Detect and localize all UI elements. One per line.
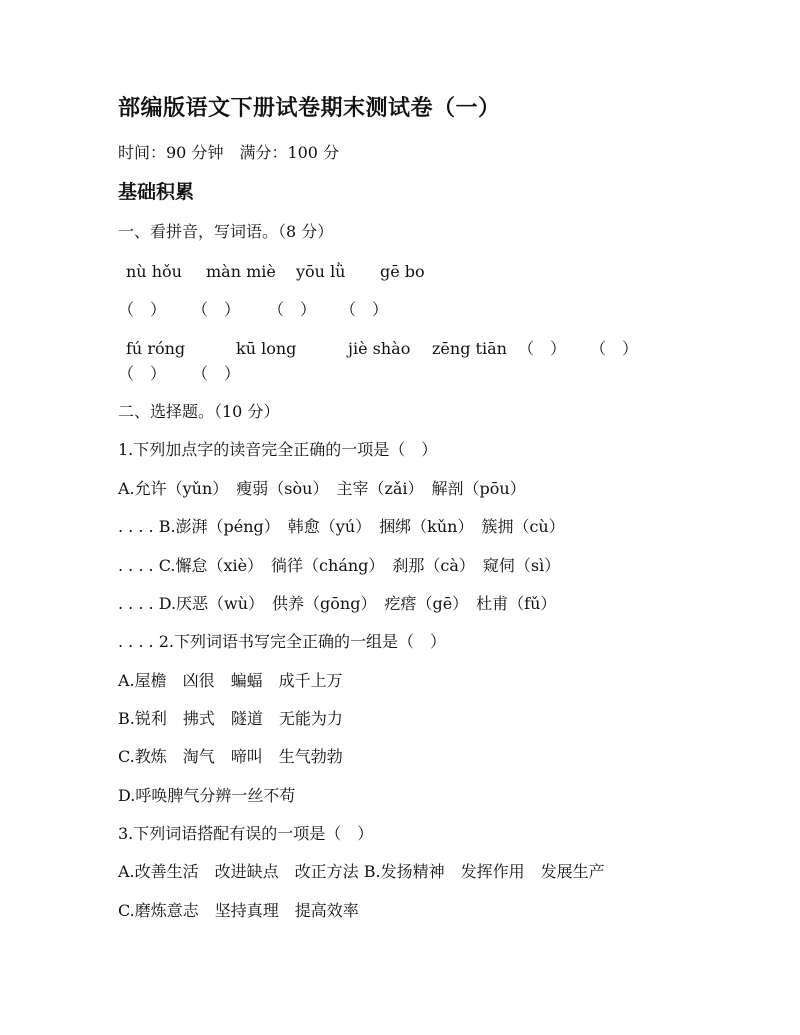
answer-blank[interactable]: （ ） [118,364,167,383]
pinyin-item: zēng tiān [432,339,507,358]
exam-meta: 时间：90 分钟 满分：100 分 [118,143,340,162]
question-2-heading: 二、选择题。（10 分） [118,402,280,421]
pinyin-item: nù hǒu [126,262,182,281]
option-line: . . . . C.懈怠（xiè） 徜徉（cháng） 刹那（cà） 窥伺（sì） [118,556,561,575]
option-line: A.屋檐 凶很 蝙蝠 成千上万 [118,671,343,690]
pinyin-item: gē bo [380,262,425,281]
question-item: . . . . 2.下列词语书写完全正确的一组是（ ） [118,632,446,651]
exam-title: 部编版语文下册试卷期末测试卷（一） [118,95,501,121]
pinyin-item: yōu lǜ [296,262,346,281]
question-item: 3.下列词语搭配有误的一项是（ ） [118,824,374,843]
answer-blank[interactable]: （ ） [192,364,241,383]
option-line: B.锐利 拂式 隧道 无能为力 [118,709,343,728]
option-line: C.磨炼意志 坚持真理 提高效率 [118,901,359,920]
answer-blank[interactable]: （ ） [340,300,389,319]
question-item: 1.下列加点字的读音完全正确的一项是（ ） [118,440,438,459]
option-line: A.改善生活 改进缺点 改正方法 B.发扬精神 发挥作用 发展生产 [118,862,605,881]
pinyin-item: màn miè [206,262,276,281]
option-line: C.教炼 淘气 啼叫 生气勃勃 [118,747,343,766]
pinyin-item: kū long [236,339,297,358]
option-line: D.呼唤脾气分辨一丝不苟 [118,786,296,805]
answer-blank[interactable]: （ ） [118,300,167,319]
pinyin-item: jiè shào [348,339,411,358]
question-1-heading: 一、看拼音，写词语。（8 分） [118,222,334,241]
option-line: . . . . B.澎湃（péng） 韩愈（yú） 捆绑（kǔn） 簇拥（cù） [118,517,565,536]
option-line: . . . . D.厌恶（wù） 供养（gōng） 疙瘩（gē） 杜甫（fǔ） [118,594,557,613]
section-heading: 基础积累 [118,181,195,203]
answer-blank[interactable]: （ ） [590,339,639,358]
option-line: A.允许（yǔn） 瘦弱（sòu） 主宰（zǎi） 解剖（pōu） [118,479,526,498]
answer-blank[interactable]: （ ） [192,300,241,319]
pinyin-item: fú róng [126,339,186,358]
answer-blank[interactable]: （ ） [268,300,317,319]
answer-blank[interactable]: （ ） [518,339,567,358]
